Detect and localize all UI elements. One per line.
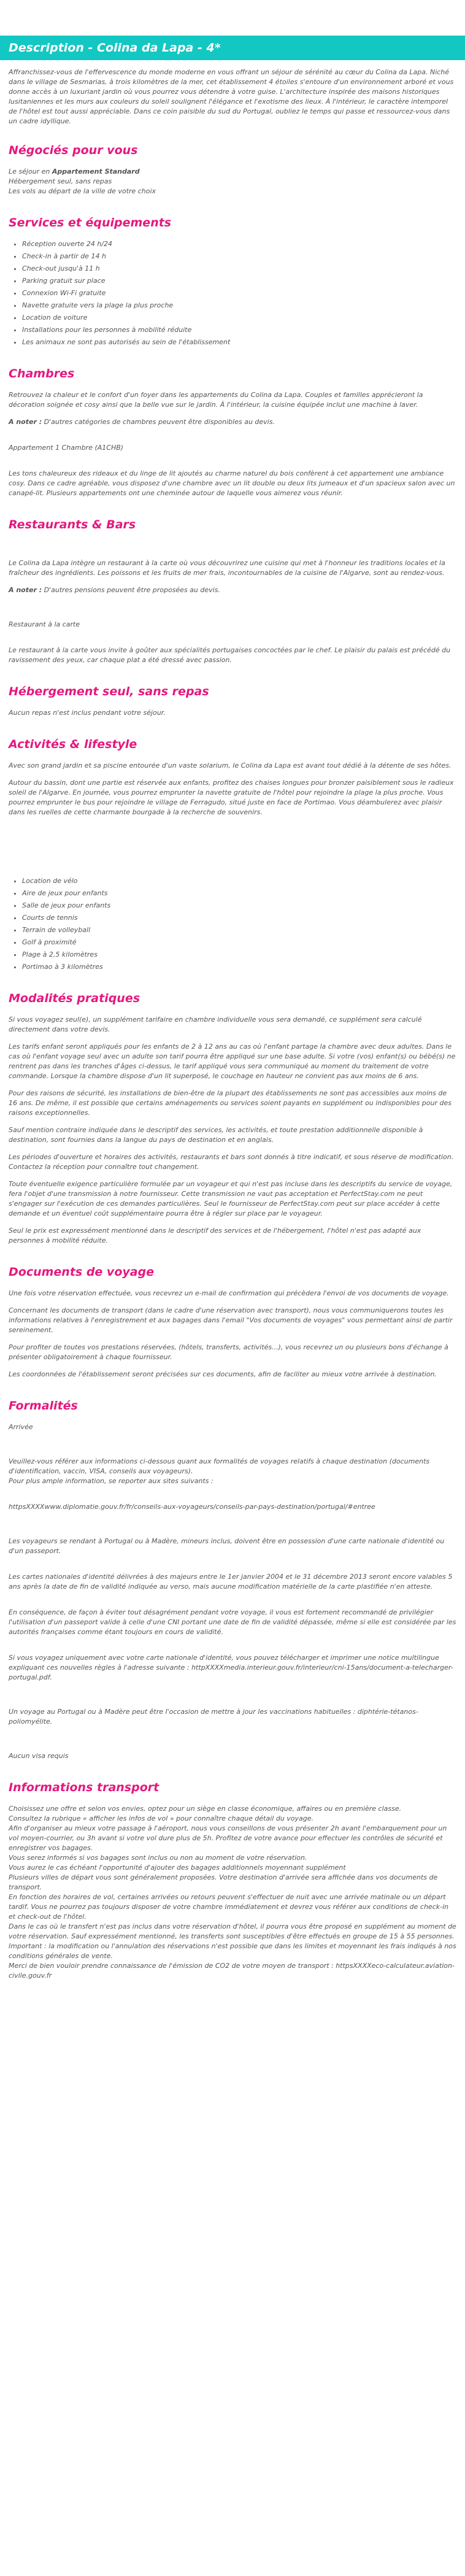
restaurants-note-label: A noter : [9,586,42,594]
transport-line: Vous aurez le cas échéant l'opportunité d'ajouter des bagages additionnels moyennant supplément [9,1864,346,1872]
transport-line: Afin d'organiser au mieux votre passage à l'aéroport, nous vous conseillons de vous présenter 2h avant l'embarquement pour un vol moyen-courrier, ou 3h avant si votre vol dure plus de 5h. Profitez de votre avance pour effectuer les contrôles de sécurité et enregistrer vos bagages. [9,1824,447,1852]
transport-line: Important : la modification ou l'annulation des réservations n'est possible que dans les limites et moyennant les frais indiqués à nos conditions générales de vente. [9,1942,456,1960]
restaurants-intro: Le Colina da Lapa intègre un restaurant à la carte où vous découvrirez une cuisine qui met à l'honneur les traditions locales et la fraîcheur des ingrédients. Les poissons et les fruits de mer frais, incontournables de la cuisine de l'Algarve, sont au rendez-vous. [9,559,445,577]
modalites-p0: Si vous voyagez seul(e), un supplément tarifaire en chambre individuelle vous sera demandé, ce supplément sera calculé directement dans votre devis. [9,1016,422,1033]
list-item: • Golf à proximité [22,938,456,947]
section-heading-activites: Activités & lifestyle [9,738,137,751]
section-heading-restaurants: Restaurants & Bars [9,518,136,531]
transport-line: Plusieurs villes de départ vous sont généralement proposées. Votre destination d'arrivée sera affichée dans vos documents de transport. [9,1873,438,1891]
restaurants-note-text: D'autres pensions peuvent être proposées au devis. [42,586,220,594]
list-item: • Terrain de volleyball [22,925,456,935]
list-item: • Connexion Wi-Fi gratuite [22,288,456,298]
documents-p1: Concernant les documents de transport (dans le cadre d'une réservation avec transport), nous vous communiquerons toutes les informations relatives à l'enregistrement et aux bagages dans l'email "Vos documents de voyages" vous permettant ainsi de partir sereinement. [9,1306,453,1334]
negocies-line3: Les vols au départ de la ville de votre choix [9,187,156,195]
modalites-p2: Pour des raisons de sécurité, les installations de bien-être de la plupart des établissements ne sont pas accessibles aux moins de 16 ans. De même, il est possible que certains aménagements ou services soient payants en supplément ou indisponibles pour des raisons exceptionnelles. [9,1089,452,1117]
modalites-p3: Sauf mention contraire indiquée dans le descriptif des services, les activités, et toute prestation additionnelle disponible à destination, sont fournies dans la langue du pays de destination et en anglais. [9,1126,423,1144]
formalites-p1: Veuillez-vous référer aux informations ci-dessous quant aux formalités de voyages relatifs à chaque destination (documents d'identification, vaccin, VISA, conseils aux voyageurs). [9,1457,430,1475]
modalites-p1: Les tarifs enfant seront appliqués pour les enfants de 2 à 12 ans au cas où l'enfant partage la chambre avec deux adultes. Dans le cas où l'enfant voyage seul avec un adulte son tarif pourra être appliqué sur une base adulte. Si votre (vos) enfant(s) ou bébé(s) ne rentrent pas dans les tranches d'âges ci-dessus, le tarif appliqué vous sera communiqué au moment du traitement de votre commande. Lorsque la chambre dispose d'un lit superposé, le couchage en hauteur ne convient pas aux moins de 6 ans. [9,1043,456,1080]
negocies-line2: Hébergement seul, sans repas [9,177,112,185]
formalites-p6: Un voyage au Portugal ou à Madère peut être l'occasion de mettre à jour les vaccinations habituelles : diphtérie-tétanos-poliomyélite. [9,1708,418,1726]
modalites-p5: Toute éventuelle exigence particulière formulée par un voyageur et qui n'est pas incluse dans les descriptifs du service de voyage, fera l'objet d'une transmission à notre fournisseur. Cette transmission ne vaut pas acceptation et PerfectStay.com ne peut s'engager sur l'exécution de ces demandes particulières. Seul le fournisseur de PerfectStay.com peut sur place accéder à cette demande et un éventuel coût supplémentaire pourra être à régler sur place par le voyageur. [9,1180,453,1217]
transport-line: Dans le cas où le transfert n'est pas inclus dans votre réservation d'hôtel, il pourra vous être proposé en supplément au moment de votre réservation. Sauf expressément mentionné, les transferts sont susceptibles d'être effectués en groupe de 15 à 55 personnes. [9,1922,456,1940]
chambres-note-label: A noter : [9,418,42,426]
activites-p1: Avec son grand jardin et sa piscine entourée d'un vaste solarium, le Colina da Lapa est avant tout dédié à la détente de ses hôtes. [9,762,452,769]
documents-p2: Pour profiter de toutes vos prestations réservées, (hôtels, transferts, activités...), vous recevrez un ou plusieurs bons d'échange à présenter obligatoirement à chaque fournisseur. [9,1343,448,1361]
chambres-note-text: D'autres catégories de chambres peuvent être disponibles au devis. [42,418,275,426]
section-heading-hebergement: Hébergement seul, sans repas [9,685,209,698]
list-item: • Check-out jusqu'à 11 h [22,264,456,274]
list-item: • Location de voiture [22,313,456,323]
formalites-p2: Les voyageurs se rendant à Portugal ou à Madère, mineurs inclus, doivent être en possession d'une carte nationale d'identité ou d'un passeport. [9,1537,445,1555]
list-item: • Aire de jeux pour enfants [22,889,456,898]
transport-line: Choisissez une offre et selon vos envies, optez pour un siège en classe économique, affaires ou en première classe. [9,1805,402,1813]
list-item: • Location de vélo [22,876,456,886]
restaurant-subtitle: Restaurant à la carte [9,620,80,628]
formalites-p4: En conséquence, de façon à éviter tout désagrément pendant votre voyage, il vous est fortement recommandé de privilégier l'utilisation d'un passeport valide à celle d'une CNI portant une date de fin de validité dépassée, même si elle est considérée par les autorités françaises comme étant toujours en cours de validité. [9,1608,456,1636]
page [0,36,465,2013]
intro-text: Affranchissez-vous de l'effervescence du monde moderne en vous offrant un séjour de sérénité au cœur du Colina da Lapa. Niché dans le village de Sesmarias, à trois kilomètres de la mer, cet établissement 4 étoiles s'entoure d'un environnement arboré et vous donne accès à un luxuriant jardin où vous pourrez vous détendre à votre guise. L'architecture inspirée des maisons historiques lusitaniennes et les murs aux couleurs du soleil soulignent l'élégance et l'exotisme des lieux. À l'intérieur, le caractère intemporel de l'hôtel est tout aussi appréciable. Dans ce coin paisible du sud du Portugal, oubliez le temps qui passe et ressourcez-vous dans un cadre idyllique. [9,68,454,125]
formalites-arrivee: Arrivée [9,1423,33,1431]
modalites-p4: Les périodes d'ouverture et horaires des activités, restaurants et bars sont donnés à titre indicatif, et sous réserve de modification. Contactez la réception pour connaître tout changement. [9,1153,454,1171]
chambres-note [9,417,456,427]
documents-p3: Les coordonnées de l'établissement seront précisées sur ces documents, afin de faciliter au mieux votre arrivée à destination. [9,1370,437,1378]
restaurant-subtitle-text: Le restaurant à la carte vous invite à goûter aux spécialités portugaises concoctées par le chef. Le plaisir du palais est précédé du ravissement des yeux, car chaque plat a été dressé avec passion. [9,646,451,664]
negocies-line1-bold: Appartement Standard [52,168,140,175]
room-text: Les tons chaleureux des rideaux et du linge de lit ajoutés au charme naturel du bois confèrent à cet appartement une ambiance cosy. Dans ce cadre agréable, vous disposez d'une chambre avec un lit double ou deux lits jumeaux et d'un spacieux salon avec un canapé-lit. Plusieurs appartements ont une cheminée autour de laquelle vous aimerez vous réunir. [9,469,455,497]
formalites-p7: Aucun visa requis [9,1752,69,1760]
list-item: • Salle de jeux pour enfants [22,901,456,911]
transport-line[interactable]: Merci de bien vouloir prendre connaissance de l'émission de CO2 de votre moyen de transport : httpsXXXXeco-calculateur.aviation-civile.gouv.fr [9,1962,455,1980]
transport-line: En fonction des horaires de vol, certaines arrivées ou retours peuvent s'effectuer de nuit avec une arrivée matinale ou un départ tardif. Vous ne pourrez pas toujours disposer de votre chambre immédiatement et devrez vous référer aux conditions de check-in et check-out de l'hôtel. [9,1893,449,1921]
list-item: • Portimao à 3 kilomètres [22,962,456,972]
chambres-intro: Retrouvez la chaleur et le confort d'un foyer dans les appartements du Colina da Lapa. Couples et familles apprécieront la décoration soignée et cosy ainsi que la belle vue sur le jardin. À l'intérieur, la cuisine équipée inclut une machine à laver. [9,391,423,409]
documents-p0: Une fois votre réservation effectuée, vous recevrez un e-mail de confirmation qui précèdera l'envoi de vos documents de voyage. [9,1289,449,1297]
section-heading-negocies: Négociés pour vous [9,144,138,157]
section-heading-documents: Documents de voyage [9,1265,155,1279]
modalites-p6: Seul le prix est expressément mentionné dans le descriptif des services et de l'hébergement, l'hôtel n'est pas adapté aux personnes à mobilité réduite. [9,1227,421,1244]
activites-list [9,876,456,972]
negocies-line1-prefix: Le séjour en [9,168,52,175]
main-content [0,67,465,1981]
formalites-p5[interactable]: Si vous voyagez uniquement avec votre carte nationale d'identité, vous pouvez télécharger et imprimer une notice multilingue expliquant ces nouvelles règles à l'adresse suivante : httpXXXXmedia.interieur.gouv.fr/interieur/cni-15ans/document-a-telecharger-portugal.pdf. [9,1654,453,1681]
list-item: • Installations pour les personnes à mobilité réduite [22,325,456,335]
list-item: • Les animaux ne sont pas autorisés au sein de l'établissement [22,337,456,347]
list-item: • Réception ouverte 24 h/24 [22,239,456,249]
room-title: Appartement 1 Chambre (A1CHB) [9,444,124,452]
formalites-p1b: Pour plus ample information, se reporter aux sites suivants : [9,1477,213,1485]
list-item: • Plage à 2,5 kilomètres [22,950,456,960]
activites-p2: Autour du bassin, dont une partie est réservée aux enfants, profitez des chaises longues pour bronzer paisiblement sous le radieux soleil de l'Algarve. En journée, vous pourrez emprunter la navette gratuite de l'hôtel pour rejoindre la plage la plus proche. Vous pourrez emprunter le bus pour rejoindre le village de Ferragudo, situé juste en face de Portimao. Vous déambulerez avec plaisir dans les ruelles de cette charmante bourgade à la recherche de souvenirs. [9,779,454,816]
section-heading-transport: Informations transport [9,1781,159,1794]
section-heading-chambres: Chambres [9,367,75,380]
transport-line: Vous serez informés si vos bagages sont inclus ou non au moment de votre réservation. [9,1854,307,1862]
section-heading-services: Services et équipements [9,216,172,229]
page-title: Description - Colina da Lapa - 4* [0,36,465,60]
section-heading-formalites: Formalités [9,1399,78,1413]
list-item: • Check-in à partir de 14 h [22,252,456,261]
restaurants-note [9,585,456,595]
transport-line: Consultez la rubrique « afficher les infos de vol » pour connaître chaque détail du voyage. [9,1814,314,1822]
section-heading-modalites: Modalités pratiques [9,992,140,1005]
services-list [9,239,456,347]
negocies-block [9,167,456,196]
hebergement-text: Aucun repas n'est inclus pendant votre séjour. [9,709,166,717]
formalites-link[interactable]: httpsXXXXwww.diplomatie.gouv.fr/fr/conseils-aux-voyageurs/conseils-par-pays-destination/portugal/#entree [9,1503,375,1511]
formalites-p3: Les cartes nationales d'identité délivrées à des majeurs entre le 1er janvier 2004 et le 31 décembre 2013 seront encore valables 5 ans après la date de fin de validité indiquée au verso, mais aucune modification matérielle de la carte plastifiée n'en atteste. [9,1573,453,1591]
list-item: • Courts de tennis [22,913,456,923]
list-item: • Parking gratuit sur place [22,276,456,286]
list-item: • Navette gratuite vers la plage la plus proche [22,301,456,310]
transport-block [9,1804,456,1981]
